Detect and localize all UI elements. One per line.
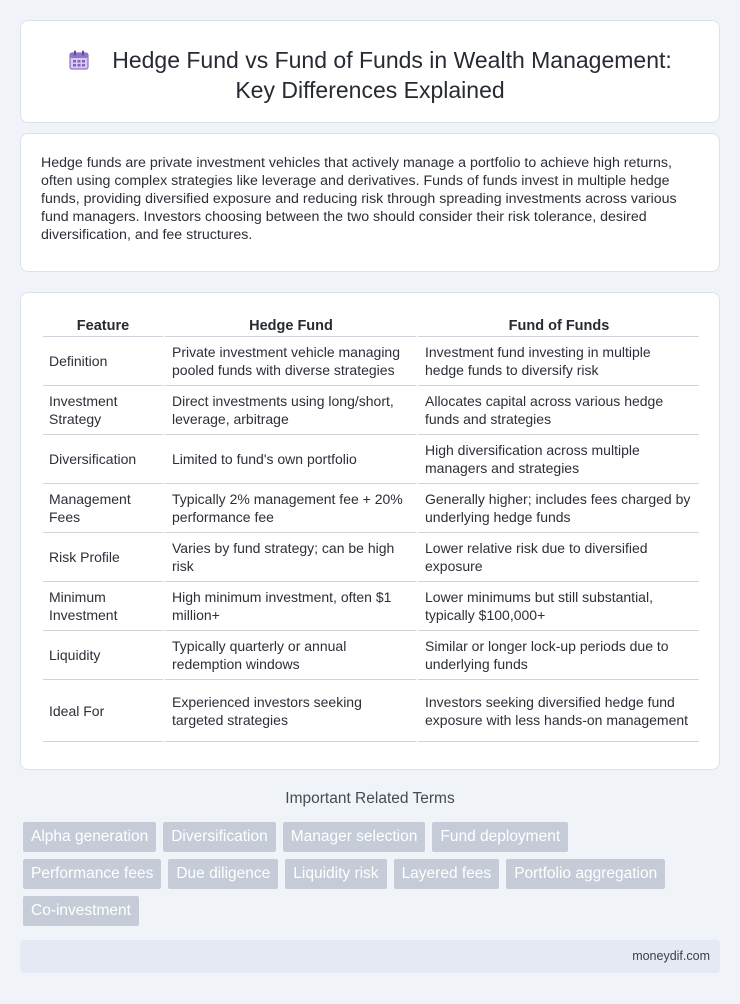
intro-card bbox=[20, 133, 720, 272]
tag-co-investment[interactable]: Co-investment bbox=[23, 896, 139, 926]
feature-cell: Minimum Investment bbox=[43, 582, 163, 631]
fund-of-funds-cell: Lower relative risk due to diversified exposure bbox=[416, 533, 699, 582]
table-row bbox=[43, 680, 699, 742]
table-row bbox=[43, 533, 699, 582]
calendar-icon bbox=[68, 48, 90, 70]
related-terms-heading: Important Related Terms bbox=[285, 790, 455, 807]
table-row bbox=[43, 435, 699, 484]
fund-of-funds-cell: Similar or longer lock-up periods due to underlying funds bbox=[416, 631, 699, 680]
feature-cell: Liquidity bbox=[43, 631, 163, 680]
tag-manager-selection[interactable]: Manager selection bbox=[283, 822, 426, 852]
fund-of-funds-cell: Lower minimums but still substantial, typically $100,000+ bbox=[416, 582, 699, 631]
fund-of-funds-cell: Generally higher; includes fees charged by underlying hedge funds bbox=[416, 484, 699, 533]
feature-cell: Diversification bbox=[43, 435, 163, 484]
table-row bbox=[43, 582, 699, 631]
table-row bbox=[43, 631, 699, 680]
tag-due-diligence[interactable]: Due diligence bbox=[168, 859, 278, 889]
comparison-table bbox=[43, 315, 699, 742]
footer-bar bbox=[20, 940, 720, 973]
header-hedge-fund: Hedge Fund bbox=[163, 315, 416, 337]
hedge-fund-cell: Varies by fund strategy; can be high risk bbox=[163, 533, 416, 582]
tag-alpha-generation[interactable]: Alpha generation bbox=[23, 822, 156, 852]
hedge-fund-cell: Private investment vehicle managing pooled funds with diverse strategies bbox=[163, 337, 416, 386]
feature-cell: Risk Profile bbox=[43, 533, 163, 582]
fund-of-funds-cell: Investors seeking diversified hedge fund exposure with less hands-on management bbox=[416, 680, 699, 742]
fund-of-funds-cell: Investment fund investing in multiple hedge funds to diversify risk bbox=[416, 337, 699, 386]
table-row bbox=[43, 337, 699, 386]
title-line-2: Key Differences Explained bbox=[235, 77, 505, 103]
header-fund-of-funds: Fund of Funds bbox=[416, 315, 699, 337]
header-feature: Feature bbox=[43, 315, 163, 337]
hedge-fund-cell: Direct investments using long/short, leverage, arbitrage bbox=[163, 386, 416, 435]
table-header-row bbox=[43, 315, 699, 337]
fund-of-funds-cell: Allocates capital across various hedge funds and strategies bbox=[416, 386, 699, 435]
table-row bbox=[43, 484, 699, 533]
hedge-fund-cell: Limited to fund's own portfolio bbox=[163, 435, 416, 484]
tag-fund-deployment[interactable]: Fund deployment bbox=[432, 822, 568, 852]
feature-cell: Management Fees bbox=[43, 484, 163, 533]
hedge-fund-cell: Typically quarterly or annual redemption windows bbox=[163, 631, 416, 680]
intro-paragraph: Hedge funds are private investment vehicles that actively manage a portfolio to achieve high returns, often using complex strategies like leverage and derivatives. Funds of funds invest in multiple hedge funds, providing diversified exposure and reducing risk through spreading investments across various fund managers. Investors choosing between the two should consider their risk tolerance, desired diversification, and fee structures. bbox=[41, 155, 677, 243]
page-title bbox=[21, 45, 719, 105]
tag-liquidity-risk[interactable]: Liquidity risk bbox=[285, 859, 386, 889]
fund-of-funds-cell: High diversification across multiple managers and strategies bbox=[416, 435, 699, 484]
title-card bbox=[20, 20, 720, 123]
hedge-fund-cell: High minimum investment, often $1 million+ bbox=[163, 582, 416, 631]
feature-cell: Ideal For bbox=[43, 680, 163, 742]
title-line-1: Hedge Fund vs Fund of Funds in Wealth Management: bbox=[112, 47, 672, 73]
tag-row bbox=[23, 896, 703, 926]
tag-row bbox=[23, 822, 703, 852]
hedge-fund-cell: Experienced investors seeking targeted strategies bbox=[163, 680, 416, 742]
feature-cell: Definition bbox=[43, 337, 163, 386]
tag-diversification[interactable]: Diversification bbox=[163, 822, 275, 852]
feature-cell: Investment Strategy bbox=[43, 386, 163, 435]
hedge-fund-cell: Typically 2% management fee + 20% performance fee bbox=[163, 484, 416, 533]
footer-site-link[interactable]: moneydif.com bbox=[632, 949, 710, 963]
tag-layered-fees[interactable]: Layered fees bbox=[394, 859, 500, 889]
tag-row bbox=[23, 859, 703, 889]
tag-portfolio-aggregation[interactable]: Portfolio aggregation bbox=[506, 859, 665, 889]
comparison-card bbox=[20, 292, 720, 770]
tag-performance-fees[interactable]: Performance fees bbox=[23, 859, 161, 889]
table-row bbox=[43, 386, 699, 435]
related-terms-tags bbox=[23, 822, 703, 933]
